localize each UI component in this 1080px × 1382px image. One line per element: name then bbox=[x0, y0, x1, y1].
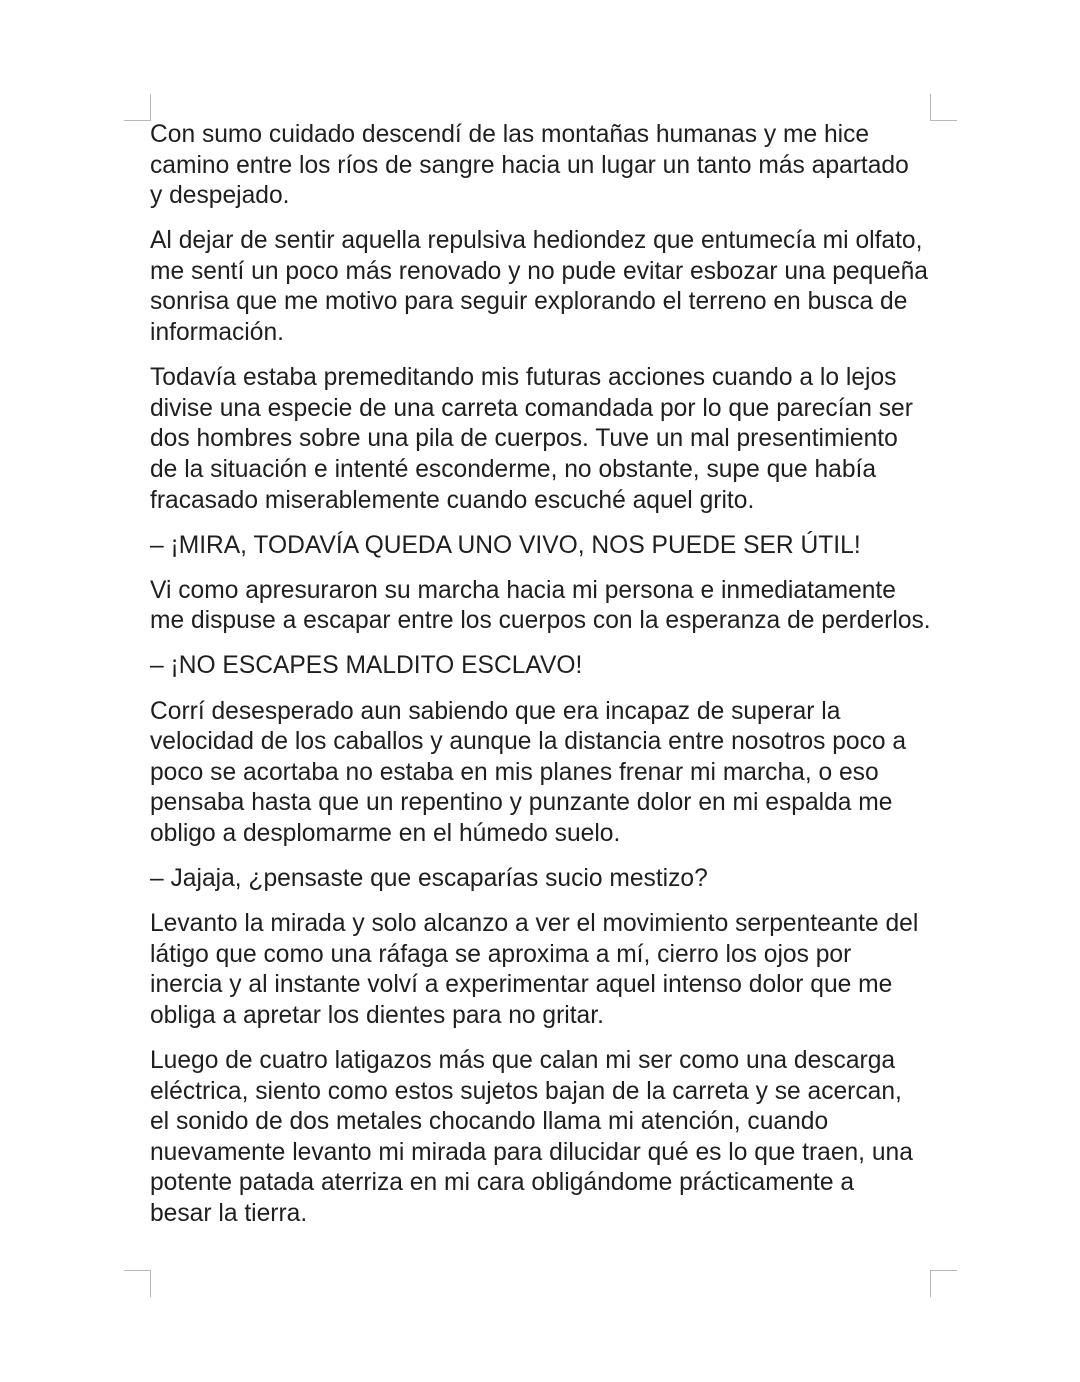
margin-mark-top-right bbox=[930, 94, 957, 121]
paragraph-line: me sentí un poco más renovado y no pude evitar esbozar una pequeña bbox=[150, 257, 928, 285]
margin-mark-bottom-right bbox=[930, 1270, 957, 1297]
paragraph bbox=[150, 651, 950, 682]
paragraph-line: poco se acortaba no estaba en mis planes frenar mi marcha, o eso bbox=[150, 758, 879, 786]
paragraph-line: información. bbox=[150, 319, 284, 347]
paragraph-line: – ¡MIRA, TODAVÍA QUEDA UNO VIVO, NOS PUEDE SER ÚTIL! bbox=[150, 531, 861, 559]
paragraph-line: – Jajaja, ¿pensaste que escaparías sucio mestizo? bbox=[150, 864, 708, 892]
paragraph bbox=[150, 697, 950, 850]
paragraph bbox=[150, 909, 950, 1031]
paragraph-line: Al dejar de sentir aquella repulsiva hediondez que entumecía mi olfato, bbox=[150, 227, 923, 255]
paragraph-line: y despejado. bbox=[150, 182, 290, 210]
paragraph bbox=[150, 226, 950, 348]
paragraph bbox=[150, 576, 950, 637]
margin-mark-top-left bbox=[124, 94, 151, 121]
margin-mark-bottom-left bbox=[124, 1270, 151, 1297]
paragraph-line: pensaba hasta que un repentino y punzante dolor en mi espalda me bbox=[150, 789, 893, 817]
paragraph-line: Levanto la mirada y solo alcanzo a ver el movimiento serpenteante del bbox=[150, 910, 919, 938]
paragraph-line: inercia y al instante volví a experimentar aquel intenso dolor que me bbox=[150, 971, 893, 999]
paragraph-line: divise una especie de una carreta comandada por lo que parecían ser bbox=[150, 394, 913, 422]
paragraph bbox=[150, 864, 950, 895]
paragraph bbox=[150, 531, 950, 562]
paragraph-line: besar la tierra. bbox=[150, 1199, 308, 1227]
paragraph-line: nuevamente levanto mi mirada para dilucidar qué es lo que traen, una bbox=[150, 1138, 913, 1166]
paragraph-line: camino entre los ríos de sangre hacia un lugar un tanto más apartado bbox=[150, 151, 909, 179]
paragraph-line: me dispuse a escapar entre los cuerpos con la esperanza de perderlos. bbox=[150, 607, 931, 635]
paragraph-line: eléctrica, siento como estos sujetos bajan de la carreta y se acercan, bbox=[150, 1077, 902, 1105]
paragraph-line: Corrí desesperado aun sabiendo que era incapaz de superar la bbox=[150, 697, 841, 725]
paragraph-line: Vi como apresuraron su marcha hacia mi persona e inmediatamente bbox=[150, 576, 896, 604]
paragraph bbox=[150, 1046, 950, 1230]
paragraph-line: obliga a apretar los dientes para no gritar. bbox=[150, 1001, 604, 1029]
paragraph-line: obligo a desplomarme en el húmedo suelo. bbox=[150, 819, 621, 847]
paragraph-line: Con sumo cuidado descendí de las montañas humanas y me hice bbox=[150, 121, 870, 148]
document-body bbox=[150, 120, 950, 1244]
paragraph-line: de la situación e intenté esconderme, no obstante, supe que había bbox=[150, 455, 877, 483]
paragraph-line: velocidad de los caballos y aunque la distancia entre nosotros poco a bbox=[150, 728, 907, 756]
paragraph-line: fracasado miserablemente cuando escuché aquel grito. bbox=[150, 486, 755, 514]
paragraph bbox=[150, 120, 950, 212]
paragraph-line: – ¡NO ESCAPES MALDITO ESCLAVO! bbox=[150, 652, 583, 680]
paragraph-line: potente patada aterriza en mi cara obligándome prácticamente a bbox=[150, 1169, 855, 1197]
paragraph-line: sonrisa que me motivo para seguir explorando el terreno en busca de bbox=[150, 288, 908, 316]
paragraph-line: el sonido de dos metales chocando llama mi atención, cuando bbox=[150, 1108, 829, 1136]
paragraph-line: Todavía estaba premeditando mis futuras acciones cuando a lo lejos bbox=[150, 364, 897, 392]
paragraph-line: látigo que como una ráfaga se aproxima a mí, cierro los ojos por bbox=[150, 940, 852, 968]
paragraph-line: dos hombres sobre una pila de cuerpos. Tuve un mal presentimiento bbox=[150, 425, 898, 453]
paragraph bbox=[150, 363, 950, 516]
paragraph-line: Luego de cuatro latigazos más que calan mi ser como una descarga bbox=[150, 1046, 896, 1074]
